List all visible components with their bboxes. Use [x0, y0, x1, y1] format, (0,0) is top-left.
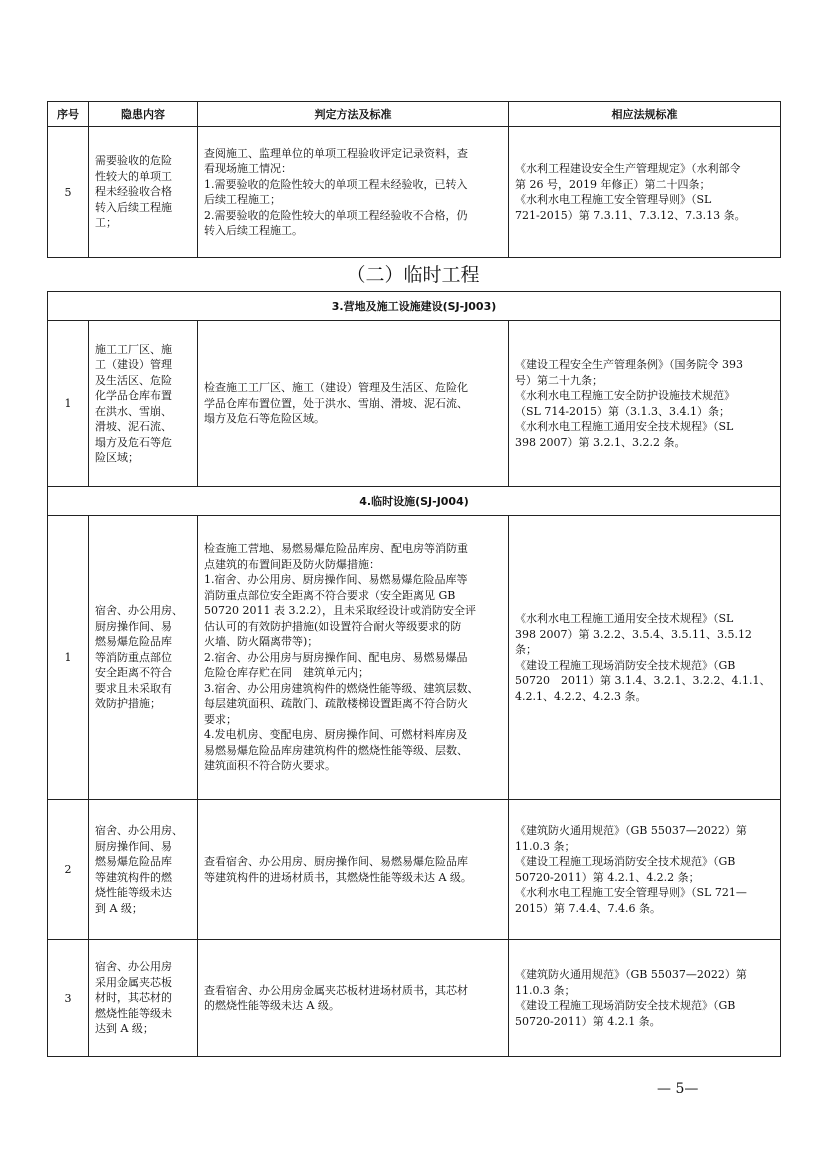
row-law: 《水利水电工程施工通用安全技术规程》（SL 398 2007）第 3.2.2、3.5.4、3.5.11、3.5.12 条； 《建设工程施工现场消防安全技术规范》（GB 50720 2011）第 3.1.4、3.2.1、3.2.2、4.1.1、 4.2.1、4.2.2、4.2.3 条。: [509, 516, 781, 800]
table-row: [48, 127, 781, 258]
header-law: 相应法规标准: [509, 102, 781, 127]
table-row: [48, 321, 781, 487]
row-law: 《建筑防火通用规范》（GB 55037—2022）第 11.0.3 条； 《建设工程施工现场消防安全技术规范》（GB 50720-2011）第 4.2.1、4.2.2 条； 《水利水电工程施工安全管理导则》（SL 721— 2015）第 7.4.4、7.4.6 条。: [509, 800, 781, 940]
row-number: 1: [48, 321, 89, 487]
row-method: 查看宿舍、办公用房金属夹芯板材进场材质书，其芯材 的燃烧性能等级未达 A 级。: [198, 940, 509, 1057]
header-method: 判定方法及标准: [198, 102, 509, 127]
row-content: 施工工厂区、施 工（建设）管理 及生活区、危险 化学品仓库布置 在洪水、雪崩、 滑坡、泥石流、 塌方及危石等危 险区域；: [89, 321, 198, 487]
table-row: [48, 516, 781, 800]
table-row: [48, 940, 781, 1057]
row-law: 《建筑防火通用规范》（GB 55037—2022）第 11.0.3 条； 《建设工程施工现场消防安全技术规范》（GB 50720-2011）第 4.2.1 条。: [509, 940, 781, 1057]
row-number: 3: [48, 940, 89, 1057]
row-method: 查阅施工、监理单位的单项工程验收评定记录资料，查 看现场施工情况： 1.需要验收的危险性较大的单项工程未经验收，已转入 后续工程施工； 2.需要验收的危险性较大的单项工程经验收不合格，仍 转入后续工程施工。: [198, 127, 509, 258]
row-method: 查看宿舍、办公用房、厨房操作间、易燃易爆危险品库 等建筑构件的进场材质书，其燃烧性能等级未达 A 级。: [198, 800, 509, 940]
table-header-row: [48, 102, 781, 127]
row-law: 《建设工程安全生产管理条例》（国务院令 393 号）第二十九条； 《水利水电工程施工安全防护设施技术规范》 （SL 714-2015）第（3.1.3、3.4.1）条； 《水利水电工程施工通用安全技术规程》（SL 398 2007）第 3.2.1、3.2.2 条。: [509, 321, 781, 487]
table-row: [48, 800, 781, 940]
row-method: 检查施工营地、易燃易爆危险品库房、配电房等消防重 点建筑的布置间距及防火防爆措施： 1.宿舍、办公用房、厨房操作间、易燃易爆危险品库等 消防重点部位安全距离不符合要求（安全距离见 GB 50720 2011 表 3.2.2），且未采取经设计或消防安全评 估认可的有效防护措施(如设置符合耐火等级要求的防 火墙、防火隔离带等)； 2.宿舍、办公用房与厨房操作间、配电房、易燃易爆品 危险仓库存贮在同 建筑单元内； 3.宿舍、办公用房建筑构件的燃烧性能等级、建筑层数、 每层建筑面积、疏散门、疏散楼梯设置距离不符合防火 要求； 4.发电机房、变配电房、厨房操作间、可燃材料库房及 易燃易爆危险品库房建筑构件的燃烧性能等级、层数、 建筑面积不符合防火要求。: [198, 516, 509, 800]
subsection-title: 3.营地及施工设施建设(SJ-J003): [48, 292, 781, 321]
hazard-table-temporary: [47, 291, 781, 1057]
row-content: 宿舍、办公用房、 厨房操作间、易 燃易爆危险品库 等建筑构件的燃 烧性能等级未达 到 A 级；: [89, 800, 198, 940]
row-number: 1: [48, 516, 89, 800]
row-content: 宿舍、办公用房 采用金属夹芯板 材时，其芯材的 燃烧性能等级未 达到 A 级；: [89, 940, 198, 1057]
header-serial: 序号: [48, 102, 89, 127]
row-number: 2: [48, 800, 89, 940]
subsection-title: 4.临时设施(SJ-J004): [48, 487, 781, 516]
row-law: 《水利工程建设安全生产管理规定》（水利部令 第 26 号，2019 年修正）第二十四条； 《水利水电工程施工安全管理导则》（SL 721-2015）第 7.3.11、7.3.12、7.3.13 条。: [509, 127, 781, 258]
subsection-header: [48, 292, 781, 321]
row-content: 需要验收的危险 性较大的单项工 程未经验收合格 转入后续工程施 工；: [89, 127, 198, 258]
row-number: 5: [48, 127, 89, 258]
page-number: — 5—: [657, 1081, 699, 1097]
header-hazard-content: 隐患内容: [89, 102, 198, 127]
hazard-table-top: [47, 101, 781, 258]
subsection-header: [48, 487, 781, 516]
row-content: 宿舍、办公用房、 厨房操作间、易 燃易爆危险品库 等消防重点部位 安全距离不符合 要求且未采取有 效防护措施；: [89, 516, 198, 800]
section-title: （二）临时工程: [346, 264, 480, 286]
row-method: 检查施工工厂区、施工（建设）管理及生活区、危险化 学品仓库布置位置，处于洪水、雪崩、滑坡、泥石流、 塌方及危石等危险区域。: [198, 321, 509, 487]
